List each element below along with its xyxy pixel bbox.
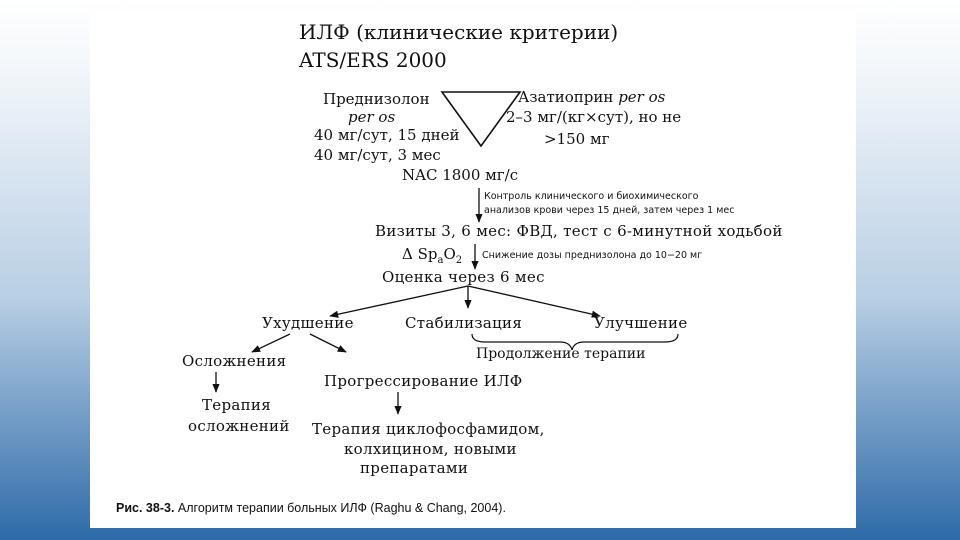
caption-label: Рис. 38-3. <box>116 501 175 515</box>
control-note-line-2: анализов крови через 15 дней, затем через 1 мес <box>484 205 735 216</box>
azathioprine-label: Азатиоприн <box>518 88 614 106</box>
control-note-line-1: Контроль клинического и биохимического <box>484 191 699 202</box>
diagram-title: ИЛФ (клинические критерии) <box>299 20 619 44</box>
outcome-worsening: Ухудшение <box>262 314 354 332</box>
spo2-sub-a: a <box>437 255 444 266</box>
progression-label: Прогрессирование ИЛФ <box>324 372 523 390</box>
outcome-improvement: Улучшение <box>594 314 688 332</box>
figure-card <box>90 12 856 528</box>
progression-therapy-line-1: Терапия циклофосфамидом, <box>312 420 545 438</box>
nac-label: NAC 1800 мг/с <box>402 166 519 184</box>
caption-text: Алгоритм терапии больных ИЛФ (Raghu & Chang, 2004). <box>177 501 506 515</box>
visits-label: Визиты 3, 6 мес: ФВД, тест с 6-минутной ходьбой <box>375 222 783 240</box>
spo2-o: O <box>443 245 456 263</box>
evaluation-label: Оценка через 6 мес <box>382 268 545 286</box>
dose-reduction-note: Снижение дозы преднизолона до 10−20 мг <box>482 250 703 261</box>
progression-therapy-line-3: препаратами <box>360 459 469 477</box>
complications-label: Осложнения <box>182 352 287 370</box>
arrow-to-improvement <box>468 286 600 316</box>
arrow-to-progression <box>310 334 346 352</box>
diagram-subtitle: ATS/ERS 2000 <box>299 48 447 72</box>
prednisolone-dose-2: 40 мг/сут, 3 мес <box>314 146 441 164</box>
arrow-to-worsening <box>330 286 468 316</box>
prednisolone-route: per os <box>348 108 396 126</box>
continuation-label: Продолжение терапии <box>476 346 646 362</box>
arrow-to-complications <box>252 334 290 352</box>
prednisolone-dose-1: 40 мг/сут, 15 дней <box>314 126 460 144</box>
prednisolone-label: Преднизолон <box>323 90 430 108</box>
progression-therapy-line-2: колхицином, новыми <box>344 440 517 458</box>
spo2-prefix: Δ Sp <box>402 245 438 263</box>
figure-caption <box>116 501 506 515</box>
azathioprine-route: per os <box>618 88 666 106</box>
azathioprine-dose-2: >150 мг <box>544 130 610 148</box>
azathioprine-dose-1: 2–3 мг/(кг×сут), но не <box>506 108 682 126</box>
complication-therapy-line-1: Терапия <box>202 396 271 414</box>
spo2-sub-2: 2 <box>455 255 463 266</box>
complication-therapy-line-2: осложнений <box>188 417 290 435</box>
outcome-stabilization: Стабилизация <box>405 314 523 332</box>
